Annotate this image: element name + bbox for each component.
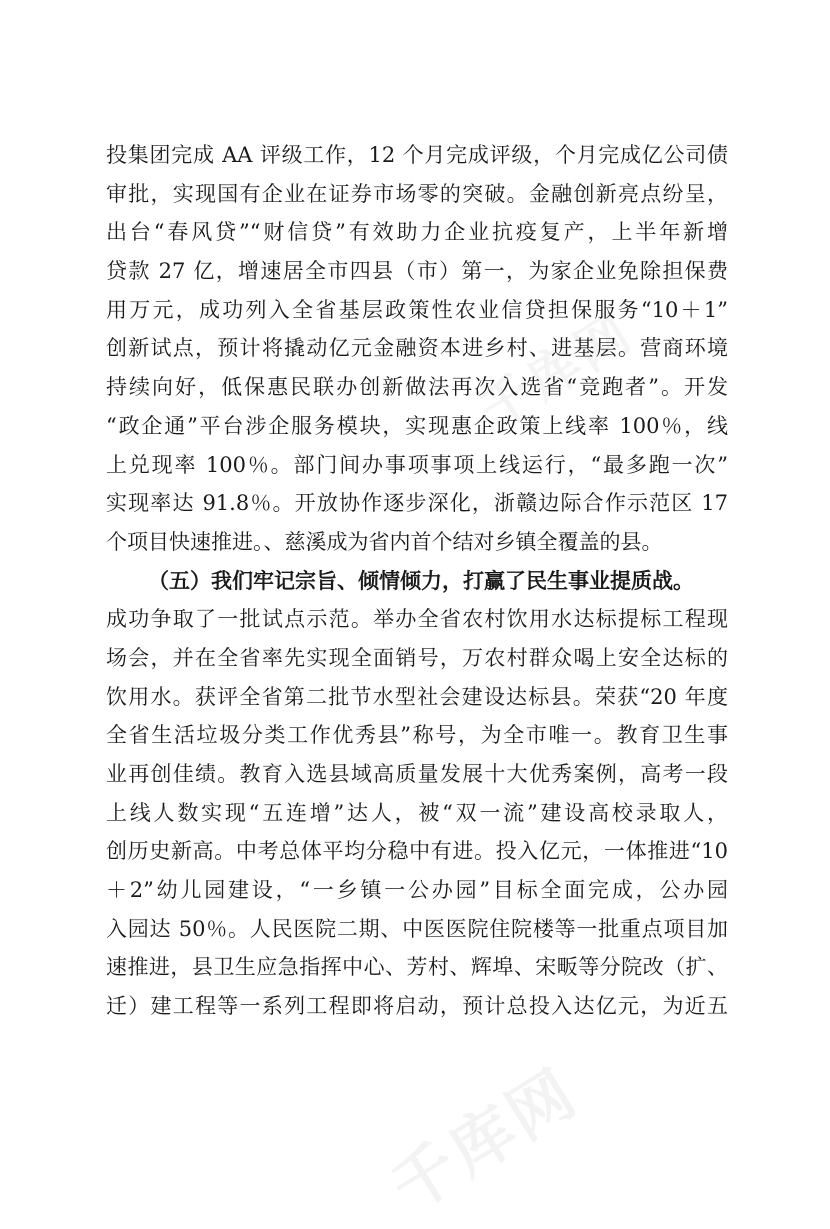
text-line: 实现率达 91.8％。开放协作逐步深化，浙赣边际合作示范区 17 — [106, 491, 728, 516]
text-line: 创历史新高。中考总体平均分稳中有进。投入亿元，一体推进“10 — [106, 839, 728, 864]
text-line: 迁）建工程等一系列工程即将启动，预计总投入达亿元，为近五 — [106, 994, 728, 1019]
text-line: 用万元，成功列入全省基层政策性农业信贷担保服务“10＋1” — [106, 297, 728, 322]
text-line: 上线人数实现“五连增”达人，被“双一流”建设高校录取人， — [106, 800, 728, 825]
text-line: 持续向好，低保惠民联办创新做法再次入选省“竞跑者”。开发 — [106, 375, 728, 400]
text-line: 投集团完成 AA 评级工作，12 个月完成评级，个月完成亿公司债 — [106, 143, 728, 167]
text-line: “政企通”平台涉企服务模块，实现惠企政策上线率 100％，线 — [106, 413, 728, 438]
text-line: 个项目快速推进。、慈溪成为省内首个结对乡镇全覆盖的县。 — [106, 529, 663, 554]
text-line: 入园达 50％。人民医院二期、中医医院住院楼等一批重点项目加 — [106, 916, 728, 941]
text-line: 业再创佳绩。教育入选县域高质量发展十大优秀案例，高考一段 — [106, 762, 728, 786]
text-line: 场会，并在全省率先实现全面销号，万农村群众喝上安全达标的 — [106, 645, 728, 670]
text-line: 审批，实现国有企业在证券市场零的突破。金融创新亮点纷呈， — [106, 181, 728, 206]
text-line: 上兑现率 100％。部门间办事项事项上线运行，“最多跑一次” — [106, 452, 728, 477]
text-line: 全省生活垃圾分类工作优秀县”称号，为全市唯一。教育卫生事 — [106, 723, 728, 748]
text-line: 贷款 27 亿，增速居全市四县（市）第一，为家企业免除担保费 — [106, 259, 728, 284]
text-line: 出台“春风贷”“财信贷”有效助力企业抗疫复产，上半年新增 — [106, 220, 728, 245]
watermark: 千库网 — [469, 302, 645, 443]
text-line: 饮用水。获评全省第二批节水型社会建设达标县。荣获“20 年度 — [106, 684, 728, 709]
text-line: 成功争取了一批试点示范。举办全省农村饮用水达标提标工程现 — [106, 607, 728, 632]
body-text — [106, 136, 728, 1026]
section-heading: （五）我们牢记宗旨、倾情倾力，打赢了民生事业提质战。 — [148, 567, 694, 593]
watermark: 千库网 — [379, 1055, 592, 1227]
text-line: ＋2”幼儿园建设，“一乡镇一公办园”目标全面完成，公办园 — [106, 878, 728, 903]
text-line: 创新试点，预计将撬动亿元金融资本进乡村、进基层。营商环境 — [106, 336, 728, 361]
text-line: 速推进，县卫生应急指挥中心、芳村、辉埠、宋畈等分院改（扩、 — [106, 955, 728, 980]
